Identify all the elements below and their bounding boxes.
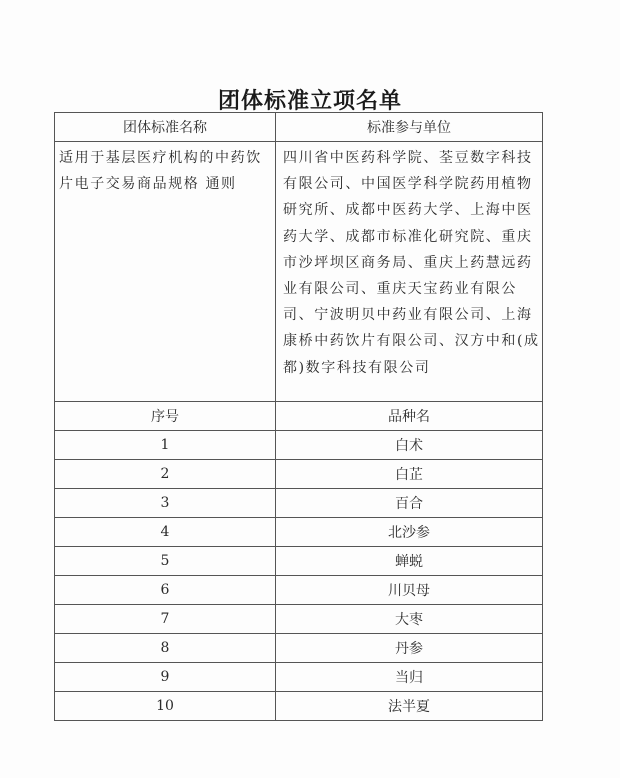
species-name-cell: 当归 <box>276 663 543 692</box>
species-header-row <box>55 402 543 431</box>
serial-number-cell: 9 <box>55 663 276 692</box>
serial-number-cell: 5 <box>55 547 276 576</box>
document-title: 团体标准立项名单 <box>217 88 402 114</box>
header-participating-units: 标准参与单位 <box>276 113 543 142</box>
serial-number-cell: 8 <box>55 634 276 663</box>
species-name-cell: 法半夏 <box>276 692 543 721</box>
header-serial-number: 序号 <box>55 402 276 431</box>
species-row <box>55 576 543 605</box>
species-row <box>55 460 543 489</box>
serial-number-cell: 1 <box>55 431 276 460</box>
standard-name-cell: 适用于基层医疗机构的中药饮片电子交易商品规格 通则 <box>55 142 276 402</box>
serial-number-cell: 7 <box>55 605 276 634</box>
standard-header-row <box>55 113 543 142</box>
header-standard-name: 团体标准名称 <box>55 113 276 142</box>
species-name-cell: 白术 <box>276 431 543 460</box>
serial-number-cell: 2 <box>55 460 276 489</box>
serial-number-cell: 6 <box>55 576 276 605</box>
species-name-cell: 川贝母 <box>276 576 543 605</box>
serial-number-cell: 10 <box>55 692 276 721</box>
standards-table <box>54 112 543 721</box>
participating-units-cell: 四川省中医药科学院、荃豆数字科技有限公司、中国医学科学院药用植物研究所、成都中医药大学、上海中医药大学、成都市标准化研究院、重庆市沙坪坝区商务局、重庆上药慧远药业有限公司、重庆天宝药业有限公司、宁波明贝中药业有限公司、上海康桥中药饮片有限公司、汉方中和(成都)数字科技有限公司 <box>276 142 543 402</box>
species-name-cell: 百合 <box>276 489 543 518</box>
species-name-cell: 丹参 <box>276 634 543 663</box>
species-name-cell: 白芷 <box>276 460 543 489</box>
species-row <box>55 518 543 547</box>
species-row <box>55 489 543 518</box>
serial-number-cell: 4 <box>55 518 276 547</box>
species-row <box>55 547 543 576</box>
serial-number-cell: 3 <box>55 489 276 518</box>
species-list <box>55 431 543 721</box>
species-row <box>55 663 543 692</box>
species-row <box>55 634 543 663</box>
species-row <box>55 605 543 634</box>
standard-row <box>55 142 543 402</box>
species-name-cell: 北沙参 <box>276 518 543 547</box>
species-name-cell: 蝉蜕 <box>276 547 543 576</box>
species-row <box>55 431 543 460</box>
species-name-cell: 大枣 <box>276 605 543 634</box>
species-row <box>55 692 543 721</box>
header-species-name: 品种名 <box>276 402 543 431</box>
